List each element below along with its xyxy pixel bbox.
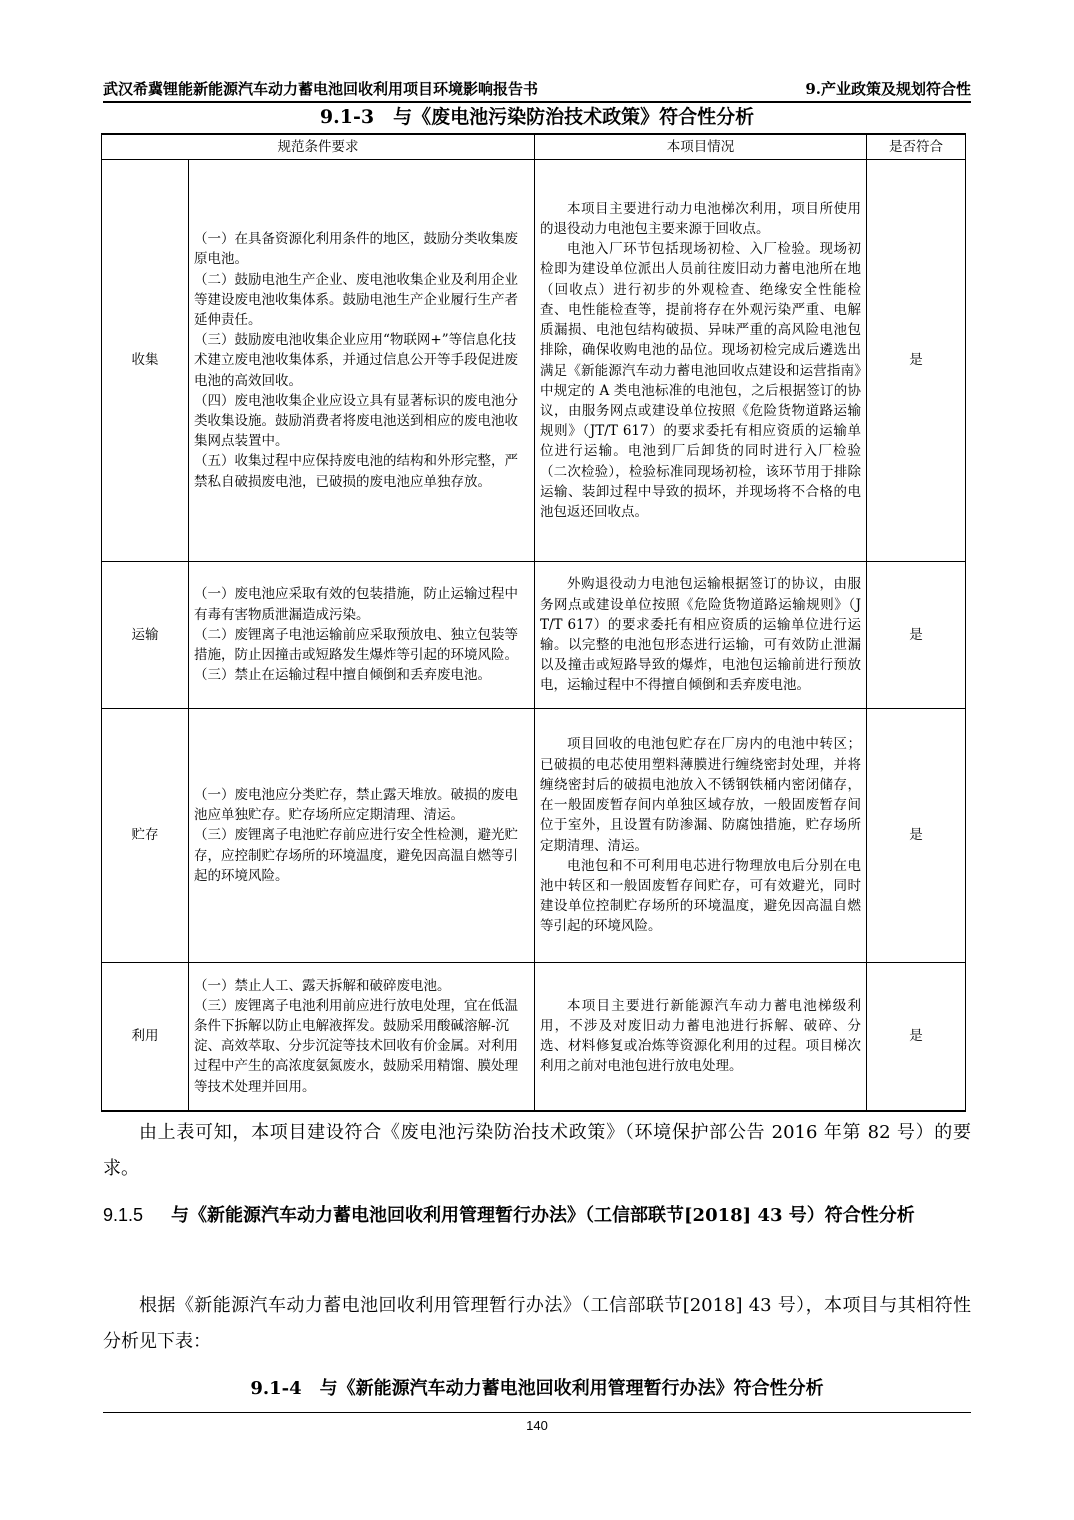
conclusion-paragraph: 由上表可知，本项目建设符合《废电池污染防治技术政策》（环境保护部公告 2016 年第 82 号）的要求。: [103, 1122, 971, 1179]
row-requirements: [189, 562, 535, 709]
row-compliant: 是: [867, 709, 966, 963]
table-header-row: [102, 134, 966, 160]
situation-paragraph: 电池入厂环节包括现场初检、入厂检验。现场初检即为建设单位派出人员前往废旧动力蓄电池所在地（回收点）进行初步的外观检查、绝缘安全性能检查、电性能检查等，提前将存在外观污染严重、电解质漏损、电池包结构破损、异味严重的高风险电池包排除，确保收购电池的品位。现场初检完成后遴选出满足《新能源汽车动力蓄电池回收点建设和运营指南》中规定的 A 类电池标准的电池包，之后根据签订的协议，由服务网点或建设单位按照《危险货物道路运输规则》（JT/T 617）的要求委托有相应资质的运输单位进行运输。电池到厂后卸货的同时进行入厂检验（二次检验），检验标准同现场初检，该环节用于排除运输、装卸过程中导致的损坏，并现场将不合格的电池包返还回收点。: [540, 241, 861, 520]
row-situation: [535, 160, 867, 562]
header-divider: [103, 101, 971, 103]
next-table-title: 9.1-4 与《新能源汽车动力蓄电池回收利用管理暂行办法》符合性分析: [250, 1378, 824, 1399]
requirement-item: （三）禁止在运输过程中擅自倾倒和丢弃废电池。: [194, 667, 491, 684]
intro-block: [103, 1288, 971, 1360]
compliance-table: [101, 133, 966, 1112]
section-title: 与《新能源汽车动力蓄电池回收利用管理暂行办法》（工信部联节[2018] 43 号）符合性分析: [171, 1205, 915, 1226]
table-row: [102, 963, 966, 1111]
chapter-title: 9.产业政策及规划符合性: [805, 80, 971, 98]
column-header-situation: 本项目情况: [535, 134, 867, 160]
row-category: 贮存: [102, 709, 189, 963]
row-requirements: [189, 963, 535, 1111]
page-number: 140: [526, 1418, 548, 1433]
page-header: [103, 78, 971, 100]
column-header-compliant: 是否符合: [867, 134, 966, 160]
situation-paragraph: 本项目主要进行新能源汽车动力蓄电池梯级利用，不涉及对废旧动力蓄电池进行拆解、破碎、分选、材料修复或冶炼等资源化利用的过程。项目梯次利用之前对电池包进行放电处理。: [540, 997, 861, 1075]
row-compliant: 是: [867, 160, 966, 562]
conclusion-block: [103, 1115, 971, 1187]
requirement-item: （三）鼓励废电池收集企业应用“物联网+”等信息化技术建立废电池收集体系，并通过信息公开等手段促进废电池的高效回收。: [194, 332, 518, 389]
requirement-item: （五）收集过程中应保持废电池的结构和外形完整，严禁私自破损废电池，已破损的废电池应单独存放。: [194, 453, 518, 490]
row-category: 运输: [102, 562, 189, 709]
row-requirements: [189, 160, 535, 562]
situation-paragraph: 项目回收的电池包贮存在厂房内的电池中转区；已破损的电芯使用塑料薄膜进行缠绕密封处理，并将缠绕密封后的破损电池放入不锈钢铁桶内密闭储存，在一般固废暂存间内单独区域存放，一般固废暂存间位于室外，且设置有防渗漏、防腐蚀措施，贮存场所定期清理、清运。: [540, 736, 861, 854]
footer-divider: [103, 1412, 971, 1413]
table-row: [102, 709, 966, 963]
requirement-item: （二）废锂离子电池运输前应采取预放电、独立包装等措施，防止因撞击或短路发生爆炸等引起的环境风险。: [194, 626, 518, 664]
row-situation: [535, 963, 867, 1111]
row-situation: [535, 562, 867, 709]
column-header-requirements: 规范条件要求: [102, 134, 535, 160]
situation-paragraph: 外购退役动力电池包运输根据签订的协议，由服务网点或建设单位按照《危险货物道路运输规则》（JT/T 617）的要求委托有相应资质的运输单位进行运输。以完整的电池包形态进行运输，可有效防止泄漏以及撞击或短路导致的爆炸，电池包运输前进行预放电，运输过程中不得擅自倾倒和丢弃废电池。: [540, 576, 861, 694]
row-situation: [535, 709, 867, 963]
requirement-item: （一）在具备资源化利用条件的地区，鼓励分类收集废原电池。: [194, 231, 518, 268]
requirement-item: （二）鼓励电池生产企业、废电池收集企业及利用企业等建设废电池收集体系。鼓励电池生产企业履行生产者延伸责任。: [194, 271, 518, 328]
row-requirements: [189, 709, 535, 963]
report-title: 武汉希冀锂能新能源汽车动力蓄电池回收利用项目环境影响报告书: [103, 80, 539, 98]
section-heading: [103, 1197, 971, 1234]
table-row: [102, 562, 966, 709]
section-heading-block: [103, 1197, 971, 1234]
requirement-item: （三）废锂离子电池贮存前应进行安全性检测，避光贮存，应控制贮存场所的环境温度，避免因高温自燃等引起的环境风险。: [194, 827, 518, 884]
requirement-item: （一）禁止人工、露天拆解和破碎废电池。: [194, 977, 451, 994]
requirement-item: （三）废锂离子电池利用前应进行放电处理，宜在低温条件下拆解以防止电解液挥发。鼓励采用酸碱溶解-沉淀、高效萃取、分步沉淀等技术回收有价金属。对利用过程中产生的高浓度氨氮废水，鼓励采用精馏、膜处理等技术处理并回用。: [194, 997, 518, 1095]
table-title: 9.1-3 与《废电池污染防治技术政策》符合性分析: [319, 106, 755, 128]
situation-paragraph: 电池包和不可利用电芯进行物理放电后分别在电池中转区和一般固废暂存间贮存，可有效避光，同时建设单位控制贮存场所的环境温度，避免因高温自燃等引起的环境风险。: [540, 857, 861, 935]
section-number: 9.1.5: [103, 1205, 144, 1225]
row-category: 收集: [102, 160, 189, 562]
requirement-item: （一）废电池应采取有效的包装措施，防止运输过程中有毒有害物质泄漏造成污染。: [194, 586, 518, 623]
intro-paragraph: 根据《新能源汽车动力蓄电池回收利用管理暂行办法》（工信部联节[2018] 43 号），本项目与其相符性分析见下表：: [103, 1295, 971, 1352]
row-compliant: 是: [867, 963, 966, 1111]
situation-paragraph: 本项目主要进行动力电池梯次利用，项目所使用的退役动力电池包主要来源于回收点。: [540, 200, 861, 238]
requirement-item: （一）废电池应分类贮存，禁止露天堆放。破损的废电池应单独贮存。贮存场所应定期清理、清运。: [194, 786, 518, 824]
row-compliant: 是: [867, 562, 966, 709]
requirement-item: （四）废电池收集企业应设立具有显著标识的废电池分类收集设施。鼓励消费者将废电池送到相应的废电池收集网点装置中。: [194, 392, 518, 450]
row-category: 利用: [102, 963, 189, 1111]
table-row: [102, 160, 966, 562]
